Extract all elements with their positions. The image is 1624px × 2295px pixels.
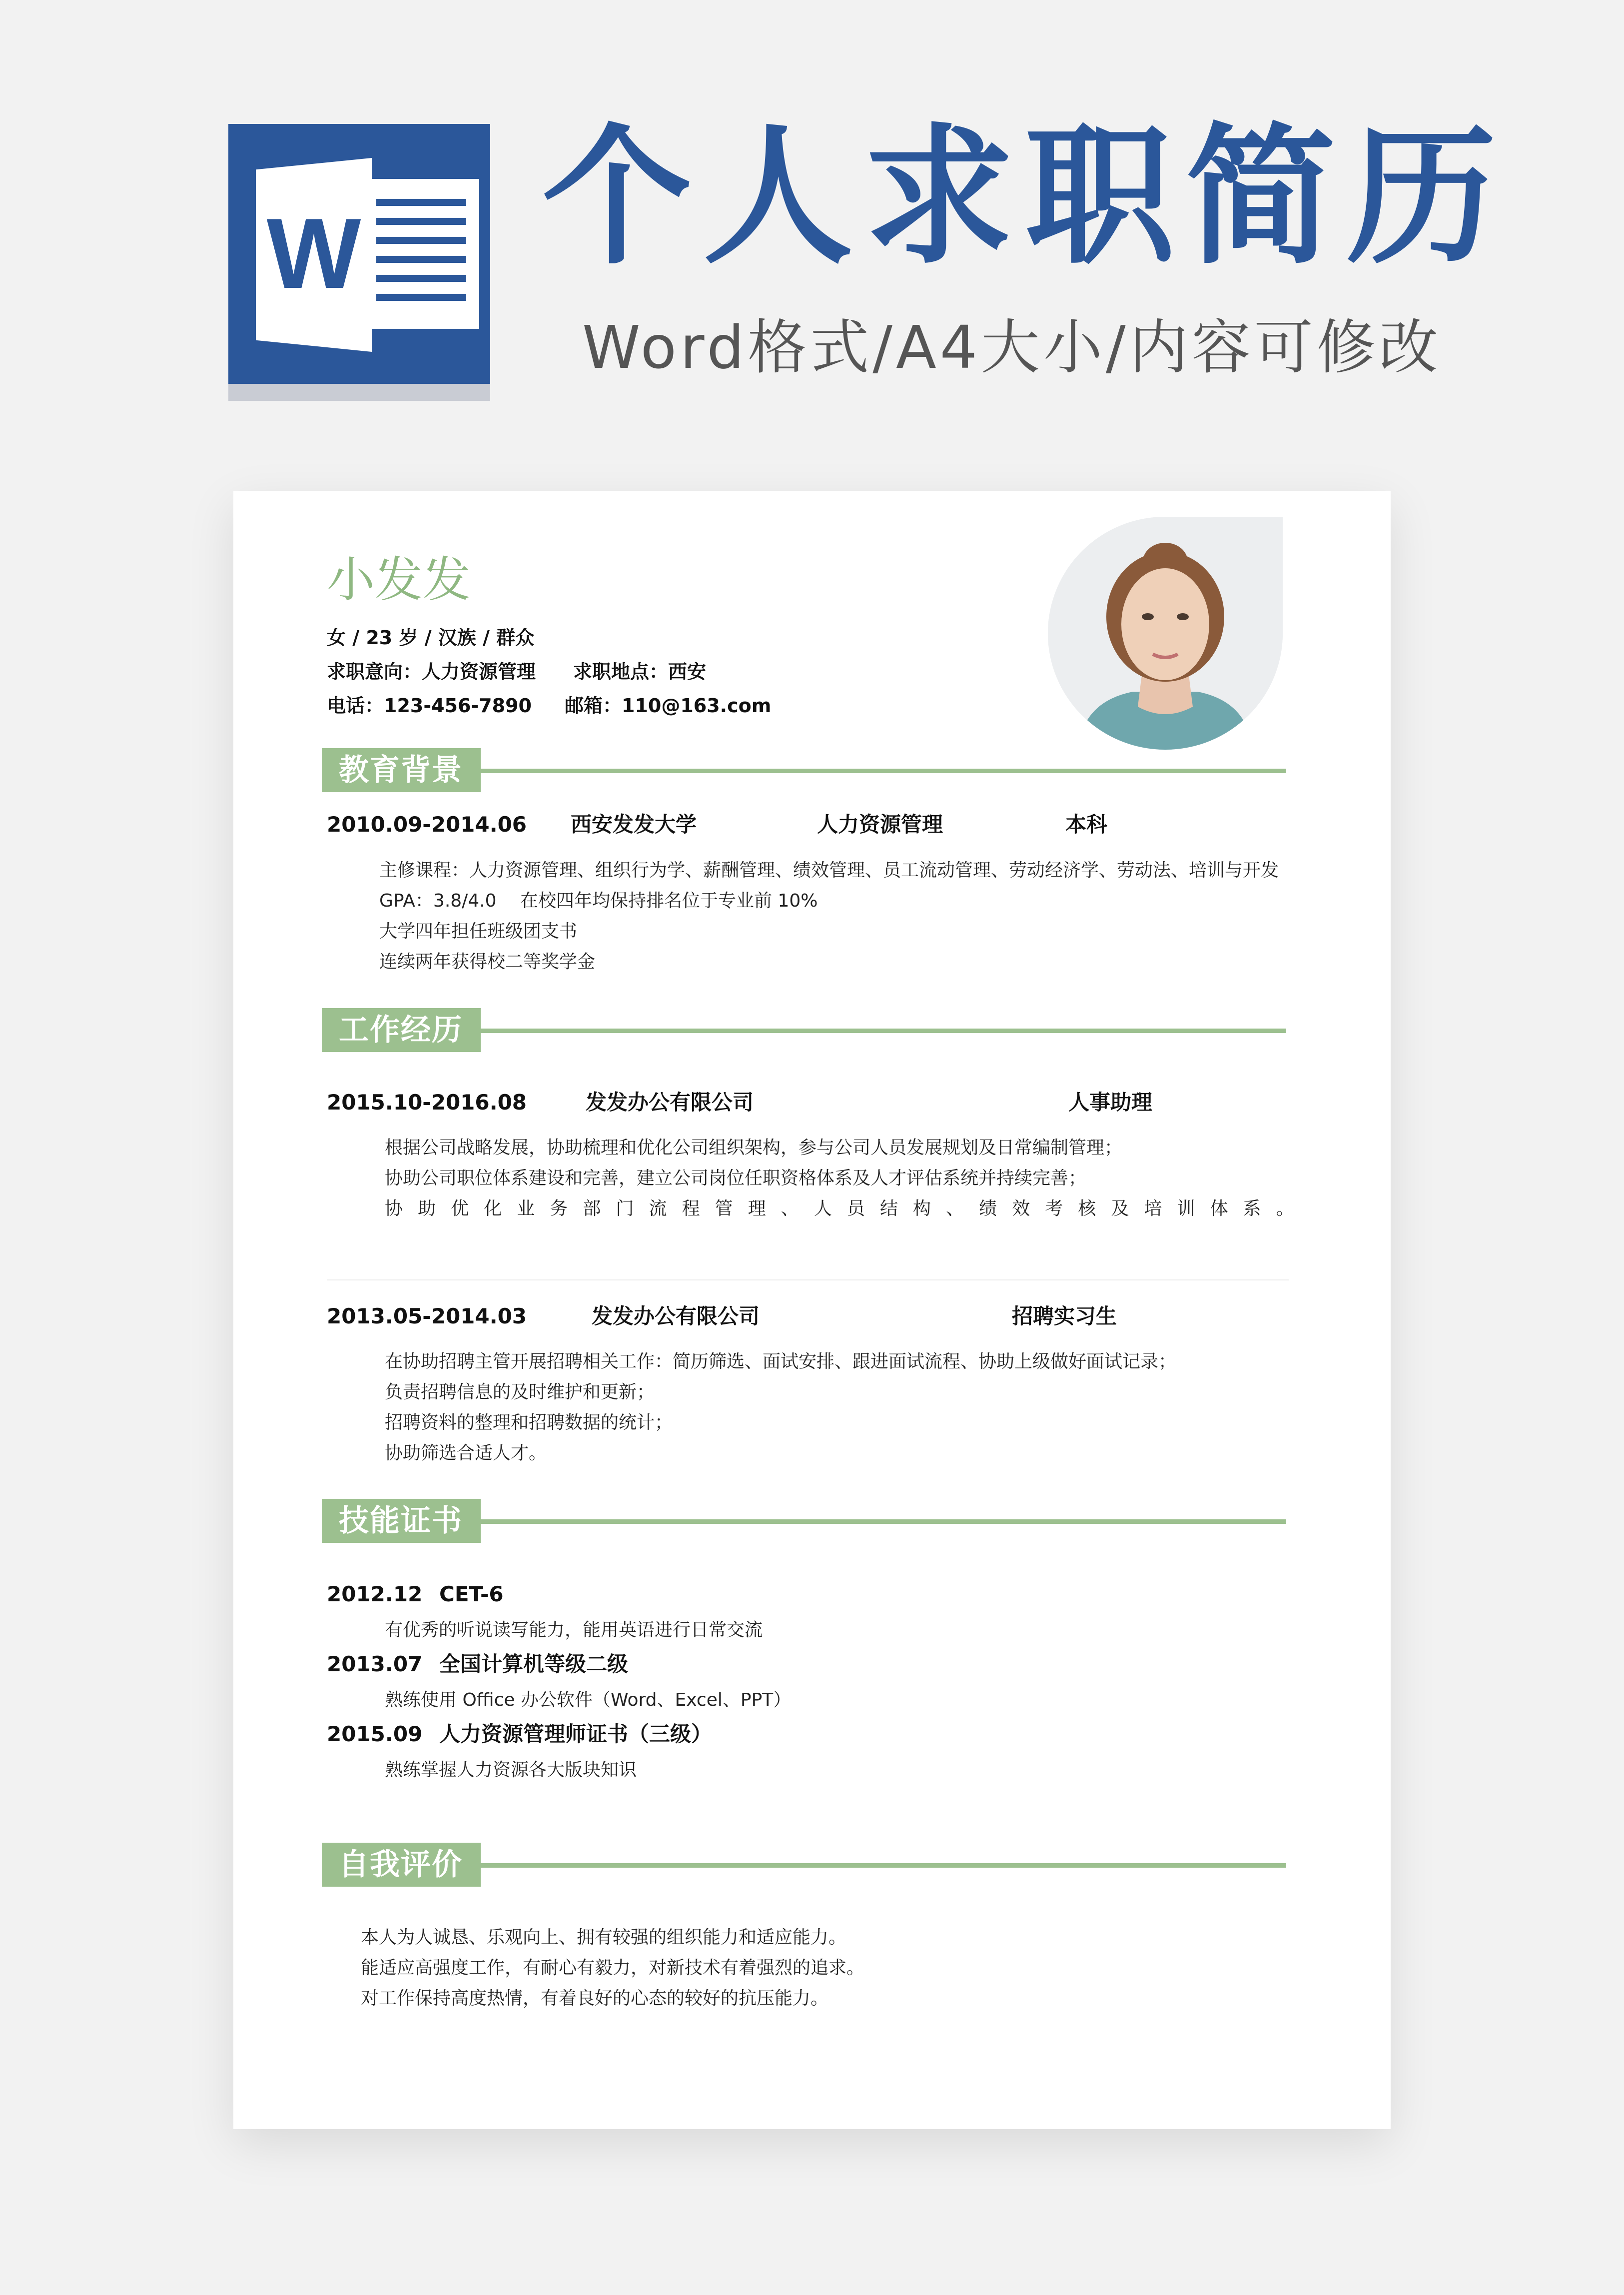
- basic-info: 女 / 23 岁 / 汉族 / 群众: [327, 627, 535, 649]
- section-title-skills: 技能证书: [322, 1499, 481, 1543]
- skill-date: 2015.09: [327, 1722, 423, 1746]
- spread-char: 流: [649, 1198, 667, 1219]
- spread-char: 理: [748, 1198, 766, 1219]
- edu-degree: 本科: [1065, 812, 1108, 837]
- section-divider: [481, 769, 1286, 773]
- spread-char: 协: [385, 1198, 403, 1219]
- self-eval-line: 本人为人诚恳、乐观向上、拥有较强的组织能力和适应能力。: [361, 1927, 847, 1948]
- word-logo-icon: [228, 124, 490, 401]
- spread-char: 系: [1243, 1198, 1261, 1219]
- spread-char: 结: [879, 1198, 898, 1219]
- skill-name: 人力资源管理师证书（三级）: [439, 1722, 713, 1746]
- spread-char: 核: [1078, 1198, 1096, 1219]
- work-line: 协助筛选合适人才。: [385, 1443, 547, 1463]
- spread-char: 考: [1045, 1198, 1063, 1219]
- profile-photo: [1048, 517, 1283, 750]
- work-line: 负责招聘信息的及时维护和更新；: [385, 1382, 655, 1402]
- work-role: 招聘实习生: [1012, 1304, 1117, 1328]
- work-line: 在协助招聘主管开展招聘相关工作：简历筛选、面试安排、跟进面试流程、协助上级做好面试记录；: [385, 1351, 1177, 1372]
- spread-char: 。: [1276, 1198, 1294, 1219]
- spread-char: 绩: [979, 1198, 997, 1219]
- spread-char: 培: [1144, 1198, 1162, 1219]
- spread-char: 化: [484, 1198, 502, 1219]
- resume-card: [233, 491, 1391, 2129]
- candidate-name: 小发发: [327, 552, 471, 608]
- skill-desc: 熟练掌握人力资源各大版块知识: [385, 1760, 637, 1780]
- spread-char: 体: [1210, 1198, 1228, 1219]
- edu-period: 2010.09-2014.06: [327, 812, 527, 837]
- spread-char: 训: [1177, 1198, 1195, 1219]
- job-intent: 求职意向：人力资源管理: [327, 661, 536, 683]
- edu-line: 主修课程：人力资源管理、组织行为学、薪酬管理、绩效管理、员工流动管理、劳动经济学、劳动法、培训与开发: [379, 860, 1279, 881]
- edu-school: 西安发发大学: [571, 812, 697, 837]
- spread-char: 助: [418, 1198, 436, 1219]
- self-eval-line: 对工作保持高度热情，有着良好的心态的较好的抗压能力。: [361, 1988, 829, 2009]
- edu-major: 人力资源管理: [817, 812, 943, 837]
- spread-char: 门: [616, 1198, 634, 1219]
- edu-line: GPA：3.8/4.0 在校四年均保持排名位于专业前 10%: [379, 891, 818, 911]
- skill-name: 全国计算机等级二级: [439, 1652, 629, 1676]
- section-divider: [481, 1519, 1286, 1524]
- work-role: 人事助理: [1068, 1090, 1153, 1115]
- email: 邮箱：110@163.com: [565, 695, 772, 717]
- section-title-education: 教育背景: [322, 748, 481, 792]
- spread-char: 管: [715, 1198, 733, 1219]
- phone: 电话：123-456-7890: [327, 695, 532, 717]
- entry-divider: [327, 1279, 1289, 1280]
- spread-char: 部: [583, 1198, 601, 1219]
- section-divider: [481, 1029, 1286, 1033]
- spread-char: 员: [846, 1198, 865, 1219]
- skill-name: CET-6: [439, 1582, 504, 1606]
- skill-desc: 有优秀的听说读写能力，能用英语进行日常交流: [385, 1620, 763, 1640]
- work-line: 协助公司职位体系建设和完善，建立公司岗位任职资格体系及人才评估系统并持续完善；: [385, 1168, 1087, 1188]
- spread-char: 程: [682, 1198, 700, 1219]
- work-line-spread: [385, 1196, 1294, 1221]
- spread-char: 、: [946, 1198, 964, 1219]
- page-title: 个人求职简历: [542, 110, 1508, 284]
- skill-date: 2013.07: [327, 1652, 423, 1676]
- section-title-work: 工作经历: [322, 1008, 481, 1052]
- skill-date: 2012.12: [327, 1582, 423, 1606]
- work-line: 招聘资料的整理和招聘数据的统计；: [385, 1412, 673, 1433]
- skill-desc: 熟练使用 Office 办公软件（Word、Excel、PPT）: [385, 1690, 792, 1710]
- edu-line: 大学四年担任班级团支书: [379, 921, 578, 942]
- work-period: 2013.05-2014.03: [327, 1304, 527, 1328]
- work-company: 发发办公有限公司: [586, 1090, 754, 1115]
- spread-char: 构: [913, 1198, 931, 1219]
- logo-letter: W: [266, 198, 361, 309]
- work-period: 2015.10-2016.08: [327, 1090, 527, 1115]
- work-company: 发发办公有限公司: [592, 1304, 760, 1328]
- spread-char: 业: [517, 1198, 535, 1219]
- self-eval-line: 能适应高强度工作，有耐心有毅力，对新技术有着强烈的追求。: [361, 1958, 865, 1978]
- spread-char: 优: [451, 1198, 469, 1219]
- spread-char: 、: [781, 1198, 799, 1219]
- page-subtitle: Word格式/A4大小/内容可修改: [582, 313, 1442, 382]
- job-location: 求职地点：西安: [573, 661, 707, 683]
- edu-line: 连续两年获得校二等奖学金: [379, 952, 596, 972]
- work-line: 根据公司战略发展，协助梳理和优化公司组织架构，参与公司人员发展规划及日常编制管理；: [385, 1138, 1123, 1158]
- spread-char: 人: [813, 1198, 832, 1219]
- spread-char: 效: [1012, 1198, 1030, 1219]
- spread-char: 务: [550, 1198, 568, 1219]
- spread-char: 及: [1111, 1198, 1129, 1219]
- section-title-self: 自我评价: [322, 1843, 481, 1887]
- section-divider: [481, 1863, 1286, 1868]
